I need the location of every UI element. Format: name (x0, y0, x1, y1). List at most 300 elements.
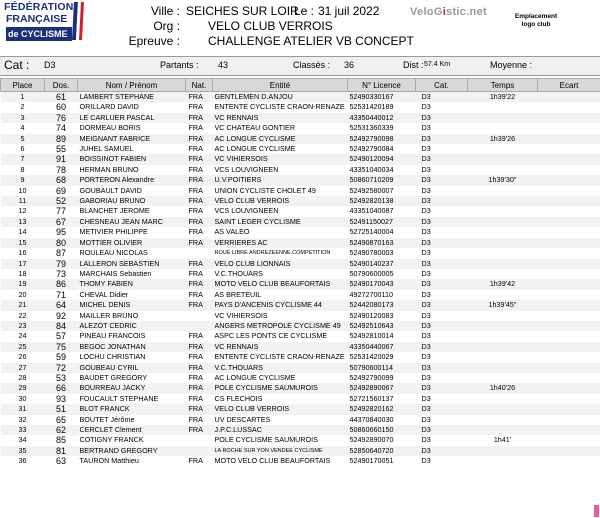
cell-place: 5 (1, 134, 45, 144)
cell-dos: 57 (45, 331, 78, 341)
cell-place: 22 (1, 311, 45, 321)
cell-licence: 52490170051 (348, 456, 416, 466)
cell-dos: 74 (45, 123, 78, 133)
cell-nat: FRA (186, 186, 213, 196)
cell-nom: BLANCHET JEROME (78, 206, 186, 216)
dist-value: 57.4 Km (424, 61, 451, 68)
table-row[interactable] (1, 144, 600, 154)
cell-nom: ALEZOT CEDRIC (78, 321, 186, 331)
cell-entite: VELO CLUB LIONNAIS (213, 259, 348, 269)
cell-entite: AC LONGUE CYCLISME (213, 144, 348, 154)
cell-dos: 77 (45, 206, 78, 216)
cell-nat: FRA (186, 300, 213, 310)
cell-licence: 52490120083 (348, 311, 416, 321)
table-row[interactable] (1, 269, 600, 279)
cell-licence: 52721560137 (348, 394, 416, 404)
cell-dos: 84 (45, 321, 78, 331)
cell-place: 19 (1, 279, 45, 289)
cell-dos: 80 (45, 238, 78, 248)
cell-cat: D3 (416, 352, 468, 362)
cell-nat: FRA (186, 415, 213, 425)
cell-temps (468, 404, 538, 414)
cell-temps (468, 113, 538, 123)
cell-temps (468, 248, 538, 258)
cell-ecart (538, 373, 600, 383)
cell-ecart (538, 259, 600, 269)
cell-nat (186, 321, 213, 331)
cell-cat: D3 (416, 102, 468, 112)
cell-dos: 59 (45, 352, 78, 362)
cell-nat: FRA (186, 227, 213, 237)
table-row[interactable] (1, 373, 600, 383)
cell-nat: FRA (186, 154, 213, 164)
cell-dos: 85 (45, 435, 78, 445)
column-header[interactable]: Cat. (416, 79, 468, 92)
cell-entite: AS BRETEUIL (213, 290, 348, 300)
cell-temps: 1h39'42 (468, 279, 538, 289)
cell-nat: FRA (186, 113, 213, 123)
cell-ecart (538, 144, 600, 154)
cell-cat: D3 (416, 425, 468, 435)
cell-nat: FRA (186, 363, 213, 373)
cell-entite: PAYS D'ANCENIS CYCLISME 44 (213, 300, 348, 310)
cell-place: 33 (1, 425, 45, 435)
cell-nat: FRA (186, 102, 213, 112)
scroll-indicator[interactable] (594, 505, 599, 517)
cell-entite: CS FLECHOIS (213, 394, 348, 404)
velogistic-brand (410, 6, 487, 18)
cell-licence: 52492810014 (348, 331, 416, 341)
cell-temps (468, 217, 538, 227)
cell-cat: D3 (416, 321, 468, 331)
date-label: Le : (294, 4, 315, 18)
cell-place: 28 (1, 373, 45, 383)
cell-temps (468, 186, 538, 196)
column-header[interactable]: Temps (468, 79, 538, 92)
cell-entite: ENTENTE CYCLISTE CRAON-RENAZE (213, 352, 348, 362)
partants-value: 43 (218, 60, 229, 70)
table-row[interactable] (1, 404, 600, 414)
cell-temps (468, 394, 538, 404)
cell-cat: D3 (416, 279, 468, 289)
cell-entite: VC VIHIERSOIS (213, 311, 348, 321)
cell-dos: 55 (45, 144, 78, 154)
cell-entite: VCS LOUVIGNEEN (213, 206, 348, 216)
cell-entite: J.P.C.LUSSAC (213, 425, 348, 435)
cell-licence: 43350440012 (348, 113, 416, 123)
table-row[interactable] (1, 227, 600, 237)
cell-nom: PINEAU FRANCOIS (78, 331, 186, 341)
table-row[interactable] (1, 383, 600, 393)
cell-licence: 52492820138 (348, 196, 416, 206)
cat-label: Cat : (4, 58, 30, 72)
cell-temps (468, 144, 538, 154)
cell-licence: 52490170043 (348, 279, 416, 289)
cell-place: 30 (1, 394, 45, 404)
column-header[interactable]: Dos. (45, 79, 78, 92)
cell-entite: VC RENNAIS (213, 342, 348, 352)
cell-nom: BOISSINOT FABIEN (78, 154, 186, 164)
brand-part-a: VeloG (410, 6, 443, 18)
cell-licence: 52492510643 (348, 321, 416, 331)
cell-licence: 44370840030 (348, 415, 416, 425)
cell-temps (468, 102, 538, 112)
cell-entite: AC LONGUE CYCLISME (213, 134, 348, 144)
table-row[interactable] (1, 425, 600, 435)
cell-place: 16 (1, 248, 45, 258)
cell-ecart (538, 394, 600, 404)
cell-cat: D3 (416, 92, 468, 103)
brand-part-b: i (442, 6, 447, 18)
cell-nat: FRA (186, 331, 213, 341)
cell-entite: VERRIERES AC (213, 238, 348, 248)
table-row[interactable] (1, 435, 600, 445)
cell-ecart (538, 311, 600, 321)
cell-licence: 52531420189 (348, 102, 416, 112)
cell-nat (186, 311, 213, 321)
cell-entite: VELO CLUB VERROIS (213, 196, 348, 206)
cell-cat: D3 (416, 383, 468, 393)
org-label: Org : (153, 19, 180, 33)
cell-cat: D3 (416, 134, 468, 144)
cell-place: 32 (1, 415, 45, 425)
race-info-bar (0, 56, 600, 76)
cell-cat: D3 (416, 248, 468, 258)
cell-entite: MOTO VELO CLUB BEAUFORTAIS (213, 279, 348, 289)
cell-licence: 49272700110 (348, 290, 416, 300)
cell-ecart (538, 446, 600, 456)
cell-place: 23 (1, 321, 45, 331)
cell-licence: 52490120094 (348, 154, 416, 164)
cell-temps (468, 352, 538, 362)
column-header[interactable]: Nom / Prénom (78, 79, 186, 92)
cell-place: 24 (1, 331, 45, 341)
cell-licence: 52442080173 (348, 300, 416, 310)
cell-nat: FRA (186, 456, 213, 466)
results-table (0, 78, 600, 467)
cell-place: 9 (1, 175, 45, 185)
cell-ecart (538, 321, 600, 331)
cell-cat: D3 (416, 269, 468, 279)
cell-ecart (538, 279, 600, 289)
cell-nom: LE CARLUER PASCAL (78, 113, 186, 123)
cell-nat: FRA (186, 196, 213, 206)
table-row[interactable] (1, 206, 600, 216)
cell-nat (186, 435, 213, 445)
cell-licence: 52531420029 (348, 352, 416, 362)
cell-nat: FRA (186, 259, 213, 269)
cat-value: D3 (44, 60, 56, 70)
cell-dos: 93 (45, 394, 78, 404)
cell-cat: D3 (416, 415, 468, 425)
cell-cat: D3 (416, 404, 468, 414)
cell-temps: 1h39'30" (468, 175, 538, 185)
column-header[interactable]: N° Licence (348, 79, 416, 92)
cell-ecart (538, 102, 600, 112)
cell-nom: THOMY FABIEN (78, 279, 186, 289)
cell-dos: 52 (45, 196, 78, 206)
cell-cat: D3 (416, 259, 468, 269)
cell-licence: 52492890070 (348, 435, 416, 445)
cell-licence: 52850640720 (348, 446, 416, 456)
cell-place: 14 (1, 227, 45, 237)
cell-cat: D3 (416, 456, 468, 466)
cell-cat: D3 (416, 154, 468, 164)
cell-entite: UV DESCARTES (213, 415, 348, 425)
table-row[interactable] (1, 456, 600, 466)
cell-nat: FRA (186, 404, 213, 414)
cell-licence: 52492790099 (348, 373, 416, 383)
logo-line1: FÉDÉRATION (4, 1, 74, 13)
cell-ecart (538, 269, 600, 279)
cell-place: 12 (1, 206, 45, 216)
cell-nat: FRA (186, 165, 213, 175)
cell-entite: ANGERS METROPOLE CYCLISME 49 (213, 321, 348, 331)
table-row[interactable] (1, 102, 600, 112)
cell-ecart (538, 415, 600, 425)
table-row[interactable] (1, 113, 600, 123)
cell-place: 10 (1, 186, 45, 196)
cell-nat: FRA (186, 206, 213, 216)
cell-nom: BOURREAU JACKY (78, 383, 186, 393)
table-row[interactable] (1, 134, 600, 144)
cell-cat: D3 (416, 311, 468, 321)
cell-place: 4 (1, 123, 45, 133)
ville-label: Ville : (150, 4, 180, 18)
table-header-row (1, 79, 600, 92)
cell-ecart (538, 227, 600, 237)
cell-ecart (538, 92, 600, 103)
cell-licence: 52490140237 (348, 259, 416, 269)
cell-nom: BEGOC JONATHAN (78, 342, 186, 352)
cell-nom: CERCLET Clement (78, 425, 186, 435)
dist-label: Dist : (403, 60, 424, 70)
cell-nat (186, 446, 213, 456)
table-row[interactable] (1, 290, 600, 300)
cell-nom: COTIGNY FRANCK (78, 435, 186, 445)
cell-temps (468, 321, 538, 331)
table-row[interactable] (1, 363, 600, 373)
cell-entite: VCS LOUVIGNEEN (213, 165, 348, 175)
cell-ecart (538, 186, 600, 196)
cell-entite: POLE CYCLISME SAUMUROIS (213, 435, 348, 445)
table-row[interactable] (1, 446, 600, 456)
column-header[interactable]: Ecart (538, 79, 600, 92)
cell-entite: ROUE LIBRE ANDREZEENNE.COMPETITION (213, 248, 348, 258)
cell-cat: D3 (416, 227, 468, 237)
ville-value: SEICHES SUR LOIR (186, 4, 299, 18)
cell-nat: FRA (186, 290, 213, 300)
cell-licence: 50790600114 (348, 363, 416, 373)
cell-place: 21 (1, 300, 45, 310)
table-row[interactable] (1, 311, 600, 321)
cell-nat: FRA (186, 92, 213, 103)
table-row[interactable] (1, 259, 600, 269)
table-row[interactable] (1, 165, 600, 175)
cell-temps (468, 123, 538, 133)
cell-dos: 60 (45, 102, 78, 112)
cell-dos: 66 (45, 383, 78, 393)
table-row[interactable] (1, 217, 600, 227)
cell-ecart (538, 165, 600, 175)
cell-temps: 1h39'26 (468, 134, 538, 144)
cell-place: 34 (1, 435, 45, 445)
table-row[interactable] (1, 331, 600, 341)
cell-ecart (538, 196, 600, 206)
cell-temps (468, 446, 538, 456)
cell-nat: FRA (186, 217, 213, 227)
cell-ecart (538, 435, 600, 445)
date-value: 31 juil 2022 (318, 4, 380, 18)
cell-temps (468, 373, 538, 383)
cell-nat: FRA (186, 383, 213, 393)
table-row[interactable] (1, 342, 600, 352)
cell-temps (468, 154, 538, 164)
cell-ecart (538, 123, 600, 133)
club-logo-placeholder (506, 13, 566, 29)
cell-ecart (538, 383, 600, 393)
cell-ecart (538, 113, 600, 123)
cell-ecart (538, 238, 600, 248)
classes-label: Classés : (293, 60, 331, 70)
cell-nat: FRA (186, 342, 213, 352)
cell-licence: 50790600005 (348, 269, 416, 279)
cell-dos: 62 (45, 425, 78, 435)
cell-dos: 61 (45, 92, 78, 103)
cell-dos: 79 (45, 259, 78, 269)
cell-ecart (538, 342, 600, 352)
cell-dos: 63 (45, 456, 78, 466)
cell-dos: 73 (45, 269, 78, 279)
cell-cat: D3 (416, 342, 468, 352)
cell-nom: MARCHAIS Sebastien (78, 269, 186, 279)
cell-licence: 43351040034 (348, 165, 416, 175)
cell-entite: VC RENNAIS (213, 113, 348, 123)
cell-entite: ENTENTE CYCLISTE CRAON-RENAZE (213, 102, 348, 112)
table-row[interactable] (1, 238, 600, 248)
cell-nom: HERMAN BRUNO (78, 165, 186, 175)
cell-cat: D3 (416, 331, 468, 341)
brand-part-c: stic.net (446, 6, 487, 18)
cell-cat: D3 (416, 435, 468, 445)
cell-cat: D3 (416, 196, 468, 206)
cell-licence: 52492790098 (348, 134, 416, 144)
cell-nat: FRA (186, 269, 213, 279)
cell-nom: GABORIAU BRUNO (78, 196, 186, 206)
cell-entite: V.C.THOUARS (213, 363, 348, 373)
cell-entite: U.V.POITIERS (213, 175, 348, 185)
table-row[interactable] (1, 300, 600, 310)
table-row[interactable] (1, 92, 600, 103)
table-row[interactable] (1, 175, 600, 185)
cell-temps (468, 227, 538, 237)
cell-entite: AC LONGUE CYCLISME (213, 373, 348, 383)
cell-licence: 50860660150 (348, 425, 416, 435)
logo-line3: de CYCLISME (6, 27, 72, 41)
cell-place: 35 (1, 446, 45, 456)
cell-dos: 51 (45, 404, 78, 414)
cell-place: 11 (1, 196, 45, 206)
cell-ecart (538, 425, 600, 435)
cell-temps (468, 259, 538, 269)
table-row[interactable] (1, 196, 600, 206)
cell-cat: D3 (416, 238, 468, 248)
cell-place: 15 (1, 238, 45, 248)
cell-nom: MOTTIER OLIVIER (78, 238, 186, 248)
cell-cat: D3 (416, 186, 468, 196)
table-row[interactable] (1, 321, 600, 331)
cell-cat: D3 (416, 206, 468, 216)
cell-temps (468, 165, 538, 175)
column-header[interactable]: Entité (213, 79, 348, 92)
cell-ecart (538, 456, 600, 466)
cell-ecart (538, 404, 600, 414)
cell-nom: MICHEL DENIS (78, 300, 186, 310)
cell-entite: LA ROCHE SUR YON VENDEE CYCLISME (213, 446, 348, 456)
cell-nat (186, 248, 213, 258)
cell-cat: D3 (416, 175, 468, 185)
emplacement-line1: Emplacement (514, 13, 558, 20)
cell-nom: MEIGNANT FABRICE (78, 134, 186, 144)
cell-licence: 52492580007 (348, 186, 416, 196)
cell-nom: BAUDET GREGORY (78, 373, 186, 383)
cell-nat: FRA (186, 373, 213, 383)
table-row[interactable] (1, 248, 600, 258)
cell-place: 27 (1, 363, 45, 373)
cell-nat: FRA (186, 425, 213, 435)
column-header[interactable]: Place (1, 79, 45, 92)
cell-entite: VC CHATEAU GONTIER (213, 123, 348, 133)
table-row[interactable] (1, 123, 600, 133)
cell-temps (468, 415, 538, 425)
cell-entite: AS VALEO (213, 227, 348, 237)
cell-licence: 52490330167 (348, 92, 416, 103)
cell-nom: GOUBAULT DAVID (78, 186, 186, 196)
cell-ecart (538, 134, 600, 144)
partants-label: Partants : (160, 60, 199, 70)
table-row[interactable] (1, 279, 600, 289)
cell-nat: FRA (186, 175, 213, 185)
cell-place: 2 (1, 102, 45, 112)
cell-nat: FRA (186, 238, 213, 248)
cell-entite: UNION CYCLISTE CHOLET 49 (213, 186, 348, 196)
cell-dos: 72 (45, 363, 78, 373)
column-header[interactable]: Nat. (186, 79, 213, 92)
table-row[interactable] (1, 394, 600, 404)
cell-dos: 64 (45, 300, 78, 310)
cell-place: 26 (1, 352, 45, 362)
cell-licence: 52490870163 (348, 238, 416, 248)
cell-nom: LOCHU CHRISTIAN (78, 352, 186, 362)
cell-temps (468, 425, 538, 435)
cell-place: 29 (1, 383, 45, 393)
epreuve-value: CHALLENGE ATELIER VB CONCEPT (208, 34, 414, 48)
cell-dos: 92 (45, 311, 78, 321)
table-row[interactable] (1, 186, 600, 196)
table-row[interactable] (1, 415, 600, 425)
cell-entite: POLE CYCLISME SAUMUROIS (213, 383, 348, 393)
table-row[interactable] (1, 352, 600, 362)
cell-nom: DORMEAU BORIS (78, 123, 186, 133)
cell-ecart (538, 217, 600, 227)
cell-dos: 87 (45, 248, 78, 258)
cell-nom: BOUTET Jérôme (78, 415, 186, 425)
cell-licence: 52492890067 (348, 383, 416, 393)
cell-nom: LALLERON SEBASTIEN (78, 259, 186, 269)
cell-ecart (538, 175, 600, 185)
table-row[interactable] (1, 154, 600, 164)
cell-ecart (538, 154, 600, 164)
